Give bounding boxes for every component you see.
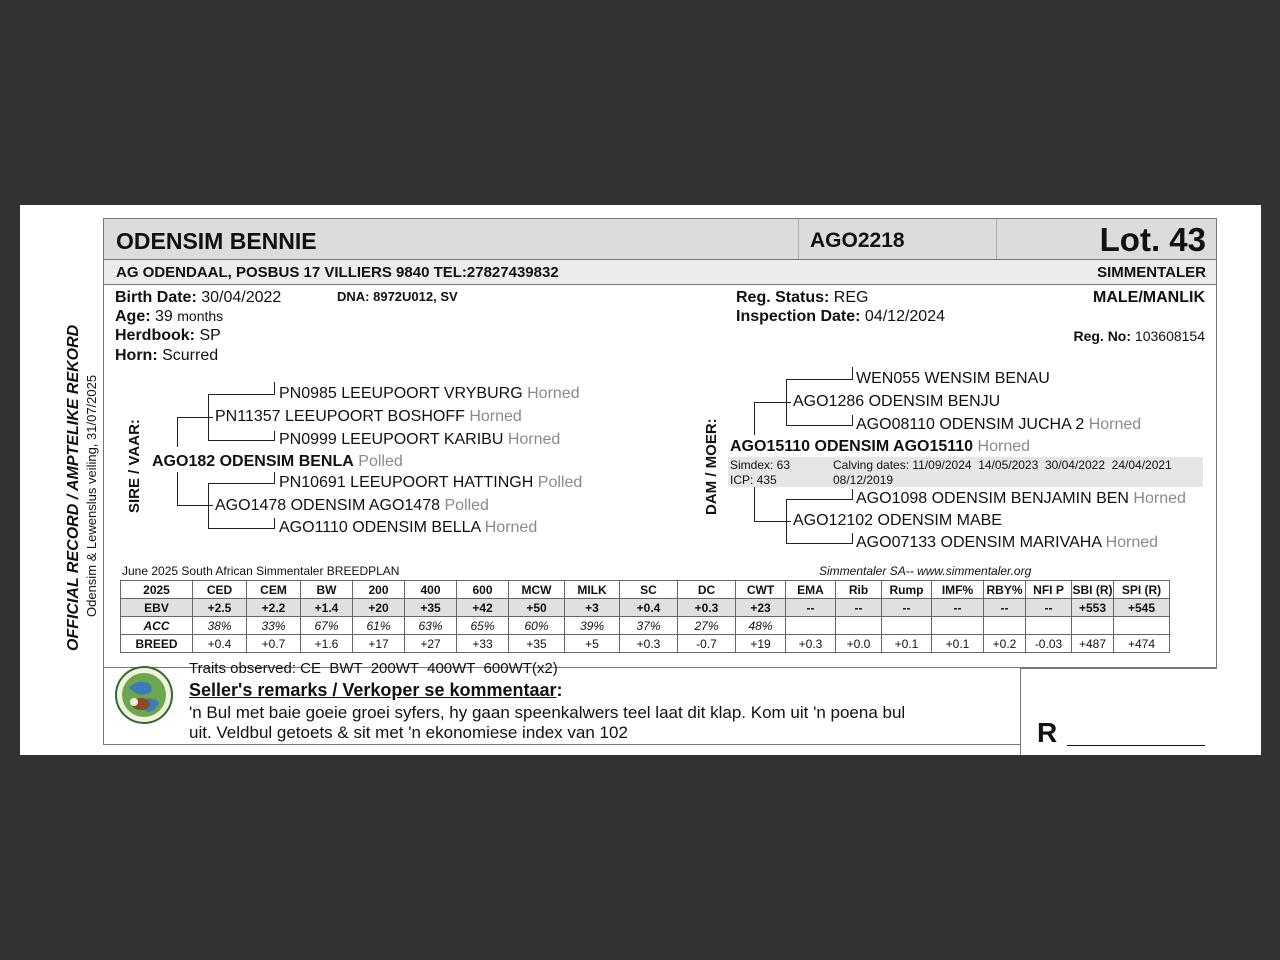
tree-line [274, 431, 275, 441]
dna-info: DNA: 8972U012, SV [337, 289, 458, 304]
calving-dates-2: 08/12/2019 [833, 473, 894, 487]
ebv-table [120, 580, 1170, 653]
lot-number: Lot. 43 [1099, 221, 1206, 258]
r-box [1020, 668, 1217, 755]
birth-date: Birth Date: 30/04/2022 [115, 289, 282, 306]
ebv-cell: EBV [121, 599, 193, 617]
tree-line [208, 394, 274, 395]
herdbook: Herdbook: SP [115, 327, 221, 344]
acc-cell: 33% [247, 617, 301, 635]
age: Age: 39 months [115, 308, 224, 325]
tree-line [177, 472, 178, 506]
ebv-header-cell: CWT [736, 581, 786, 599]
ebv-header-cell: 2025 [121, 581, 193, 599]
dam-pp: WEN055 WENSIM BENAU [856, 370, 1050, 387]
remarks-title: Seller's remarks / Verkoper se kommentaar: [189, 680, 563, 700]
ebv-header-row [121, 581, 1170, 599]
calving-dates: Calving dates: 11/09/2024 14/05/2023 30/04/2022 24/04/2021 [833, 458, 1172, 472]
ebv-cell: -- [786, 599, 836, 617]
ebv-header-cell: NFI P [1026, 581, 1072, 599]
ebv-header-cell: SC [620, 581, 678, 599]
tree-line [852, 489, 853, 500]
breed-cell: BREED [121, 635, 193, 653]
ebv-header-cell: Rib [836, 581, 882, 599]
acc-cell [836, 617, 882, 635]
ebv-header-cell: BW [301, 581, 353, 599]
dam-label: DAM / MOER: [703, 418, 720, 515]
breed-cell: +0.4 [193, 635, 247, 653]
ebv-header-cell: SPI (R) [1114, 581, 1170, 599]
acc-cell: 48% [736, 617, 786, 635]
ebv-header-cell: RBY% [984, 581, 1026, 599]
tree-line [754, 487, 755, 521]
ebv-cell: +545 [1114, 599, 1170, 617]
ebv-cell: +3 [565, 599, 620, 617]
ebv-header-cell: CED [193, 581, 247, 599]
ebv-header-cell: 600 [457, 581, 509, 599]
ebv-cell: +50 [509, 599, 565, 617]
breed-cell: +0.3 [786, 635, 836, 653]
animal-name: ODENSIM BENNIE [116, 228, 317, 254]
ebv-header-cell: EMA [786, 581, 836, 599]
signature-line [1067, 745, 1205, 746]
breed-cell: +487 [1072, 635, 1114, 653]
sire-pm: PN0999 LEEUPOORT KARIBU Horned [279, 431, 561, 448]
animal-record-card [20, 205, 1261, 755]
tree-line [274, 382, 275, 395]
sire-pp: PN0985 LEEUPOORT VRYBURG Horned [279, 385, 580, 402]
breed-cell: -0.03 [1026, 635, 1072, 653]
tree-line [274, 518, 275, 529]
ebv-cell: +42 [457, 599, 509, 617]
breedplan-caption: June 2025 South African Simmentaler BREEDPLAN [122, 564, 400, 578]
dam-paternal: AGO1286 ODENSIM BENJU [793, 393, 1001, 410]
tree-line [274, 472, 275, 484]
sire-mp: PN10691 LEEUPOORT HATTINGH Polled [279, 474, 583, 491]
ebv-header-cell: DC [678, 581, 736, 599]
ebv-header-cell: MILK [565, 581, 620, 599]
acc-cell: 61% [353, 617, 405, 635]
dam-name: AGO15110 ODENSIM AGO15110 Horned [730, 438, 1031, 455]
sire-label: SIRE / VAAR: [126, 419, 143, 513]
remarks-line-1: 'n Bul met baie goeie groei syfers, hy gaan speenkalwers teel laat dit klap. Kom uit 'n poena bul [189, 703, 906, 722]
acc-cell [932, 617, 984, 635]
breed-cell: +5 [565, 635, 620, 653]
ebv-cell: +1.4 [301, 599, 353, 617]
acc-cell [1026, 617, 1072, 635]
breed-cell: +27 [405, 635, 457, 653]
remarks-line-2: uit. Veldbul getoets & sit met 'n ekonomiese index van 102 [189, 723, 628, 742]
acc-cell [1072, 617, 1114, 635]
breed-cell: +19 [736, 635, 786, 653]
reg-status: Reg. Status: REG [736, 289, 869, 306]
ebv-cell: +23 [736, 599, 786, 617]
breed-cell: +35 [509, 635, 565, 653]
sex: MALE/MANLIK [1093, 289, 1205, 306]
breed-cell: +0.3 [620, 635, 678, 653]
tree-line [208, 483, 209, 529]
inspection-date: Inspection Date: 04/12/2024 [736, 308, 945, 325]
breed-cell: +0.1 [932, 635, 984, 653]
ebv-cell: -- [882, 599, 932, 617]
acc-cell: 67% [301, 617, 353, 635]
horn-status: Horn: Scurred [115, 347, 219, 364]
breed-cell: +0.7 [247, 635, 301, 653]
breed-cell: +474 [1114, 635, 1170, 653]
acc-cell [786, 617, 836, 635]
acc-cell: ACC [121, 617, 193, 635]
ebv-cell: -- [836, 599, 882, 617]
tree-line [208, 528, 274, 529]
tree-line [786, 425, 852, 426]
acc-cell: 37% [620, 617, 678, 635]
ebv-header-cell: 200 [353, 581, 405, 599]
simmentaler-logo [115, 666, 173, 724]
breed-cell: +0.0 [836, 635, 882, 653]
animal-id: AGO2218 [810, 229, 905, 252]
breed-cell: -0.7 [678, 635, 736, 653]
acc-cell: 65% [457, 617, 509, 635]
owner-band [103, 260, 1217, 285]
breed-cell: +1.6 [301, 635, 353, 653]
ebv-cell: -- [932, 599, 984, 617]
divider [798, 219, 799, 259]
ebv-cell: +0.3 [678, 599, 736, 617]
ebv-header-cell: Rump [882, 581, 932, 599]
sire-paternal: PN11357 LEEUPOORT BOSHOFF Horned [215, 408, 522, 425]
tree-line [177, 417, 178, 447]
tree-line [208, 483, 274, 484]
acc-cell [882, 617, 932, 635]
tree-line [852, 367, 853, 380]
ebv-header-cell: IMF% [932, 581, 984, 599]
tree-line [786, 379, 852, 380]
ebv-cell: -- [984, 599, 1026, 617]
acc-cell: 27% [678, 617, 736, 635]
owner-address: AG ODENDAAL, POSBUS 17 VILLIERS 9840 TEL:27827439832 [116, 264, 559, 281]
breed-cell: +33 [457, 635, 509, 653]
sire-maternal: AGO1478 ODENSIM AGO1478 Polled [215, 497, 489, 514]
divider [996, 219, 997, 259]
tree-line [852, 415, 853, 426]
breedplan-source: Simmentaler SA-- www.simmentaler.org [819, 564, 1032, 578]
ebv-header-cell: CEM [247, 581, 301, 599]
tree-line [208, 440, 274, 441]
breed-row [121, 635, 1170, 653]
breed-cell: +0.2 [984, 635, 1026, 653]
tree-line [786, 499, 852, 500]
tree-line [852, 533, 853, 544]
breed-cell: +0.1 [882, 635, 932, 653]
tree-line [208, 394, 209, 440]
official-record-label: OFFICIAL RECORD / AMPTELIKE REKORD [65, 324, 82, 651]
tree-line [786, 543, 852, 544]
ebv-header-cell: MCW [509, 581, 565, 599]
sire-name: AGO182 ODENSIM BENLA Polled [152, 453, 403, 470]
tree-line [786, 379, 787, 425]
dam-mp: AGO1098 ODENSIM BENJAMIN BEN Horned [856, 490, 1186, 507]
acc-cell [1114, 617, 1170, 635]
header-band [103, 218, 1217, 260]
traits-observed: Traits observed: CE BWT 200WT 400WT 600WT(x2) [189, 660, 558, 677]
ebv-header-cell: SBI (R) [1072, 582, 1113, 597]
tree-line [754, 402, 755, 435]
acc-cell: 63% [405, 617, 457, 635]
ebv-cell: +2.2 [247, 599, 301, 617]
icp: ICP: 435 [730, 473, 777, 487]
acc-cell: 39% [565, 617, 620, 635]
ebv-header-cell: 400 [405, 581, 457, 599]
simdex: Simdex: 63 [730, 458, 791, 472]
dam-mm: AGO07133 ODENSIM MARIVAHA Horned [856, 534, 1159, 551]
ebv-cell: +0.4 [620, 599, 678, 617]
ebv-cell: +2.5 [193, 599, 247, 617]
acc-cell: 38% [193, 617, 247, 635]
ebv-cell: +35 [405, 599, 457, 617]
ebv-row [121, 599, 1170, 617]
sire-mm: AGO1110 ODENSIM BELLA Horned [279, 519, 538, 536]
ebv-cell: +553 [1072, 599, 1114, 617]
acc-cell: 60% [509, 617, 565, 635]
auction-label: Odensim & Lewenslus veiling, 31/07/2025 [84, 374, 99, 617]
breed-name: SIMMENTALER [1097, 264, 1206, 281]
reg-number: Reg. No: 103608154 [1073, 328, 1205, 344]
ebv-cell: -- [1026, 599, 1072, 617]
acc-row [121, 617, 1170, 635]
r-label: R [1037, 717, 1058, 748]
tree-line [786, 499, 787, 543]
ebv-cell: +20 [353, 599, 405, 617]
breed-cell: +17 [353, 635, 405, 653]
dam-pm: AGO08110 ODENSIM JUCHA 2 Horned [856, 416, 1142, 433]
dam-maternal: AGO12102 ODENSIM MABE [793, 512, 1002, 529]
acc-cell [984, 617, 1026, 635]
